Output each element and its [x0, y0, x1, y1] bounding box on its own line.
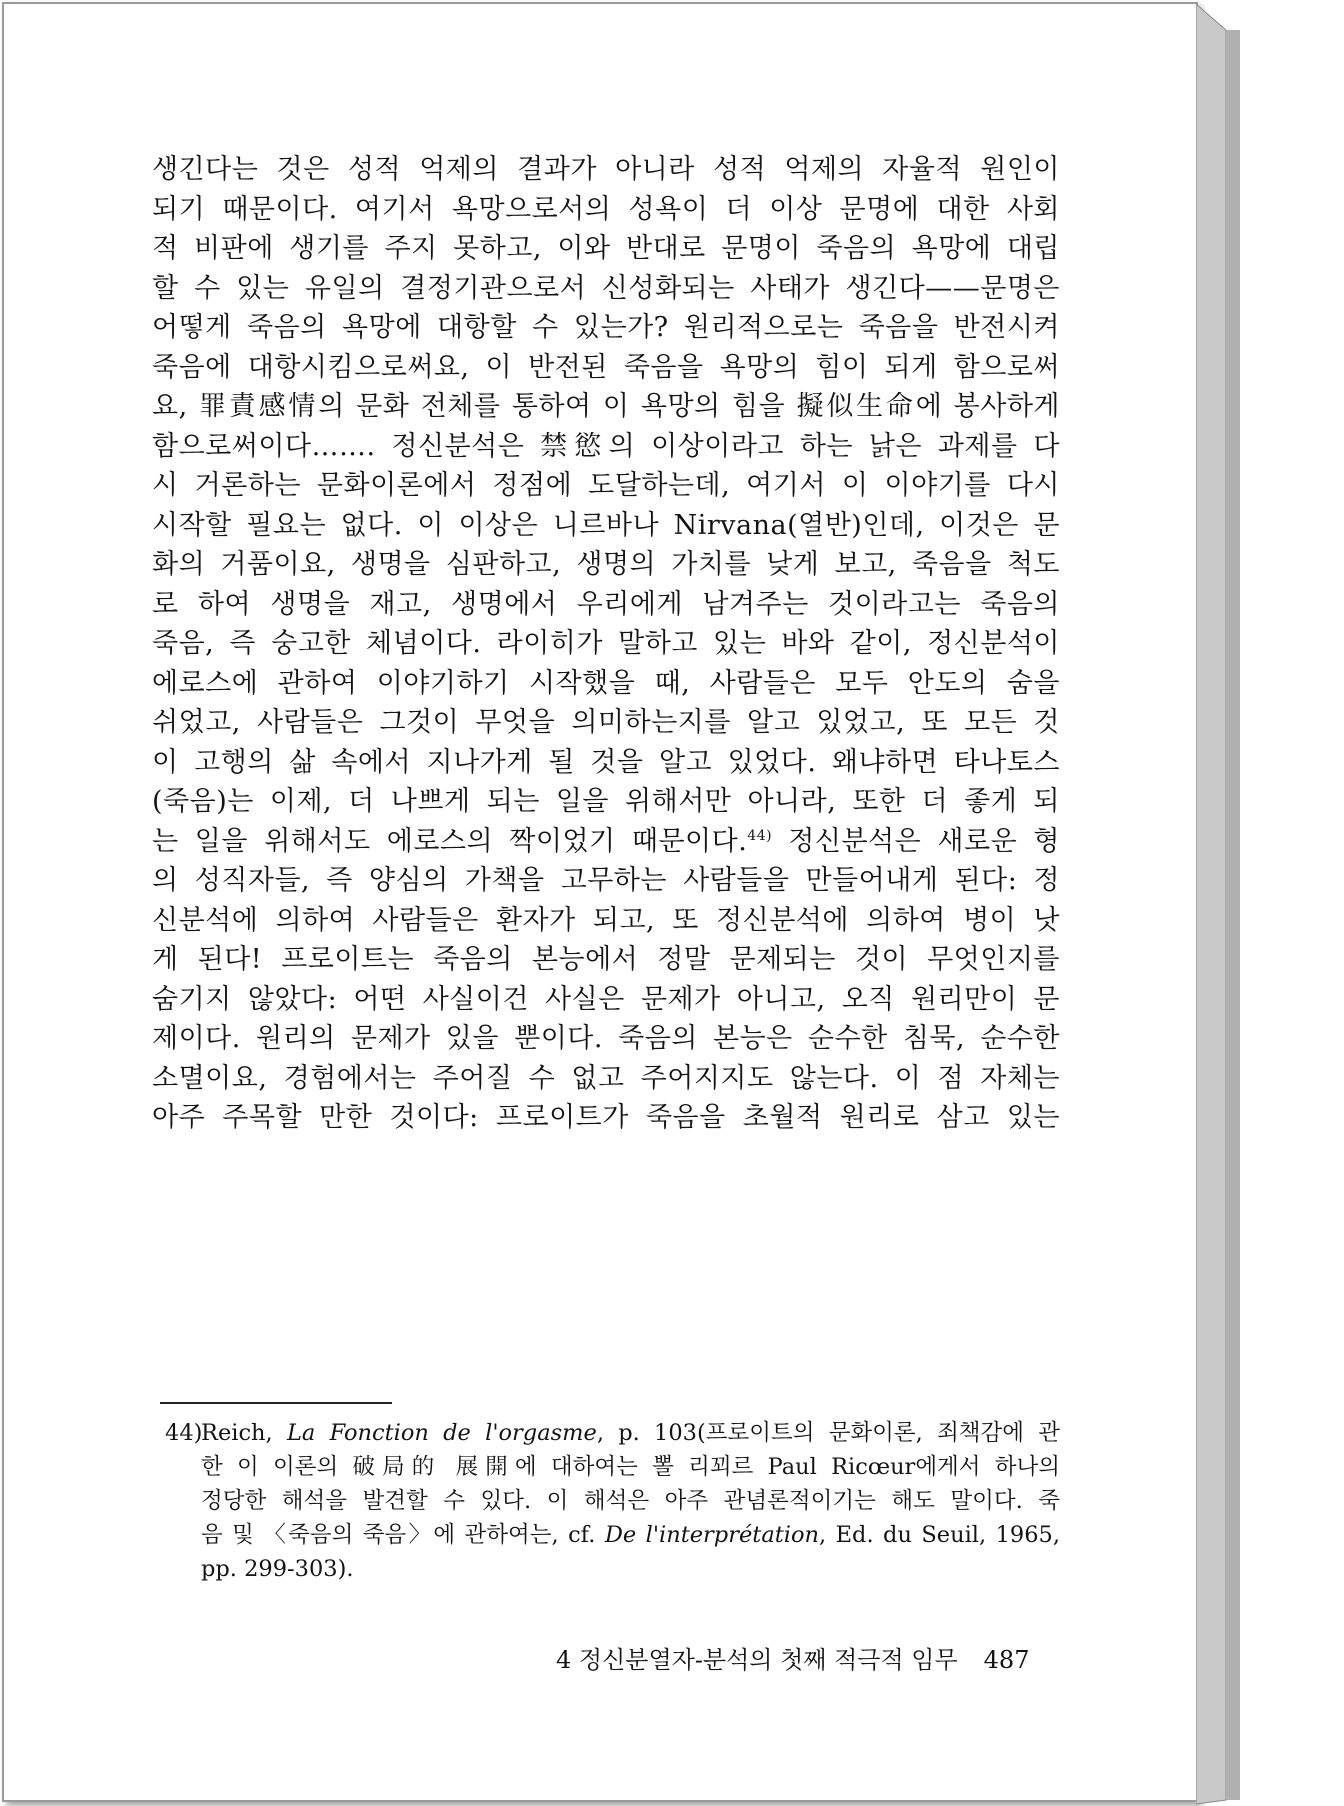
page-number: 487 [983, 1646, 1030, 1674]
footnote-44 [165, 1416, 1060, 1586]
footnote-number: 44) [165, 1420, 203, 1446]
body-line: 숨기지 않았다: 어떤 사실이건 사실은 문제가 아니고, 오직 원리만이 문 [152, 983, 1060, 1015]
body-line: 되기 때문이다. 여기서 욕망으로서의 성욕이 더 이상 문명에 대한 사회 [152, 193, 1060, 225]
body-line: 쉬었고, 사람들은 그것이 무엇을 의미하는지를 알고 있었고, 또 모든 것 [152, 707, 1060, 738]
body-line: 아주 주목할 만한 것이다: 프로이트가 죽음을 초월적 원리로 삼고 있는 [152, 1102, 1060, 1133]
body-text [152, 150, 1060, 1138]
body-line: 이 고행의 삶 속에서 지나가게 될 것을 알고 있었다. 왜냐하면 타나토스 [152, 746, 1060, 778]
body-line: 화의 거품이요, 생명을 심판하고, 생명의 가치를 낮게 보고, 죽음을 척도 [152, 549, 1060, 580]
footnote-line-2: 한 이 이론의 破局的 展開에 대하여는 뽈 리꾀르 Paul Ricœur에게서 하나의 [201, 1454, 1060, 1480]
footnote-line-5: pp. 299-303). [201, 1556, 354, 1582]
page-footer [556, 1640, 1029, 1675]
body-line: 어떻게 죽음의 욕망에 대항할 수 있는가? 원리적으로는 죽음을 반전시켜 [152, 312, 1060, 343]
body-line: 신분석에 의하여 사람들은 환자가 되고, 또 정신분석에 의하여 병이 낫 [152, 904, 1060, 936]
body-line: 생긴다는 것은 성적 억제의 결과가 아니라 성적 억제의 자율적 원인이 [152, 154, 1060, 185]
body-line: 의 성직자들, 즉 양심의 가책을 고무하는 사람들을 만들어내게 된다: 정 [152, 865, 1060, 896]
body-line: 에로스에 관하여 이야기하기 시작했을 때, 사람들은 모두 안도의 숨을 [152, 667, 1060, 699]
body-line: 요, 罪責感情의 문화 전체를 통하여 이 욕망의 힘을 擬似生命에 봉사하게 [152, 391, 1060, 422]
body-line: (죽음)는 이제, 더 나쁘게 되는 일을 위해서만 아니라, 또한 더 좋게 되 [152, 786, 1060, 817]
body-line: 죽음, 즉 숭고한 체념이다. 라이히가 말하고 있는 바와 같이, 정신분석이 [152, 628, 1060, 659]
body-line: 는 일을 위해서도 에로스의 짝이었기 때문이다.$^{44)}$ 정신분석은 새로운 형 [152, 825, 1060, 857]
body-line: 함으로써이다……. 정신분석은 禁慾의 이상이라고 하는 낡은 과제를 다 [152, 430, 1060, 462]
footnote-line-4: 음 및 〈죽음의 죽음〉에 관하여는, cf. De l'interprétation, Ed. du Seuil, 1965, [201, 1522, 1061, 1548]
body-line: 시작할 필요는 없다. 이 이상은 니르바나 Nirvana(열반)인데, 이것은 문 [152, 509, 1060, 541]
body-line: 시 거론하는 문화이론에서 정점에 도달하는데, 여기서 이 이야기를 다시 [152, 470, 1060, 501]
footnote-title: La Fonction de l'orgasme [286, 1420, 597, 1446]
body-line: 적 비판에 생기를 주지 못하고, 이와 반대로 문명이 죽음의 욕망에 대립 [152, 233, 1060, 264]
body-line: 게 된다! 프로이트는 죽음의 본능에서 정말 문제되는 것이 무엇인지를 [152, 944, 1060, 975]
body-line: 로 하여 생명을 재고, 생명에서 우리에게 남겨주는 것이라고는 죽음의 [152, 588, 1060, 620]
body-line: 소멸이요, 경험에서는 주어질 수 없고 주어지지도 않는다. 이 점 자체는 [152, 1062, 1060, 1094]
footnote-line-3: 정당한 해석을 발견할 수 있다. 이 해석은 아주 관념론적이기는 해도 말이다. 죽 [201, 1488, 1060, 1514]
footnote-title-2: De l'interprétation [604, 1522, 820, 1548]
body-line: 제이다. 원리의 문제가 있을 뿐이다. 죽음의 본능은 순수한 침묵, 순수한 [152, 1023, 1060, 1054]
running-head: 4 정신분열자-분석의 첫째 적극적 임무 [556, 1646, 958, 1674]
body-line: 죽음에 대항시킴으로써요, 이 반전된 죽음을 욕망의 힘이 되게 함으로써 [152, 351, 1060, 383]
body-line: 할 수 있는 유일의 결정기관으로서 신성화되는 사태가 생긴다——문명은 [152, 272, 1060, 304]
footnote-rule [160, 1402, 392, 1404]
footnote-reference[interactable]: 44) [747, 827, 773, 844]
footnote-line-1: 44)Reich, La Fonction de l'orgasme, p. 103(프로이트의 문화이론, 죄책감에 관 [165, 1416, 1060, 1450]
page-edge-shadow [1196, 0, 1344, 1806]
